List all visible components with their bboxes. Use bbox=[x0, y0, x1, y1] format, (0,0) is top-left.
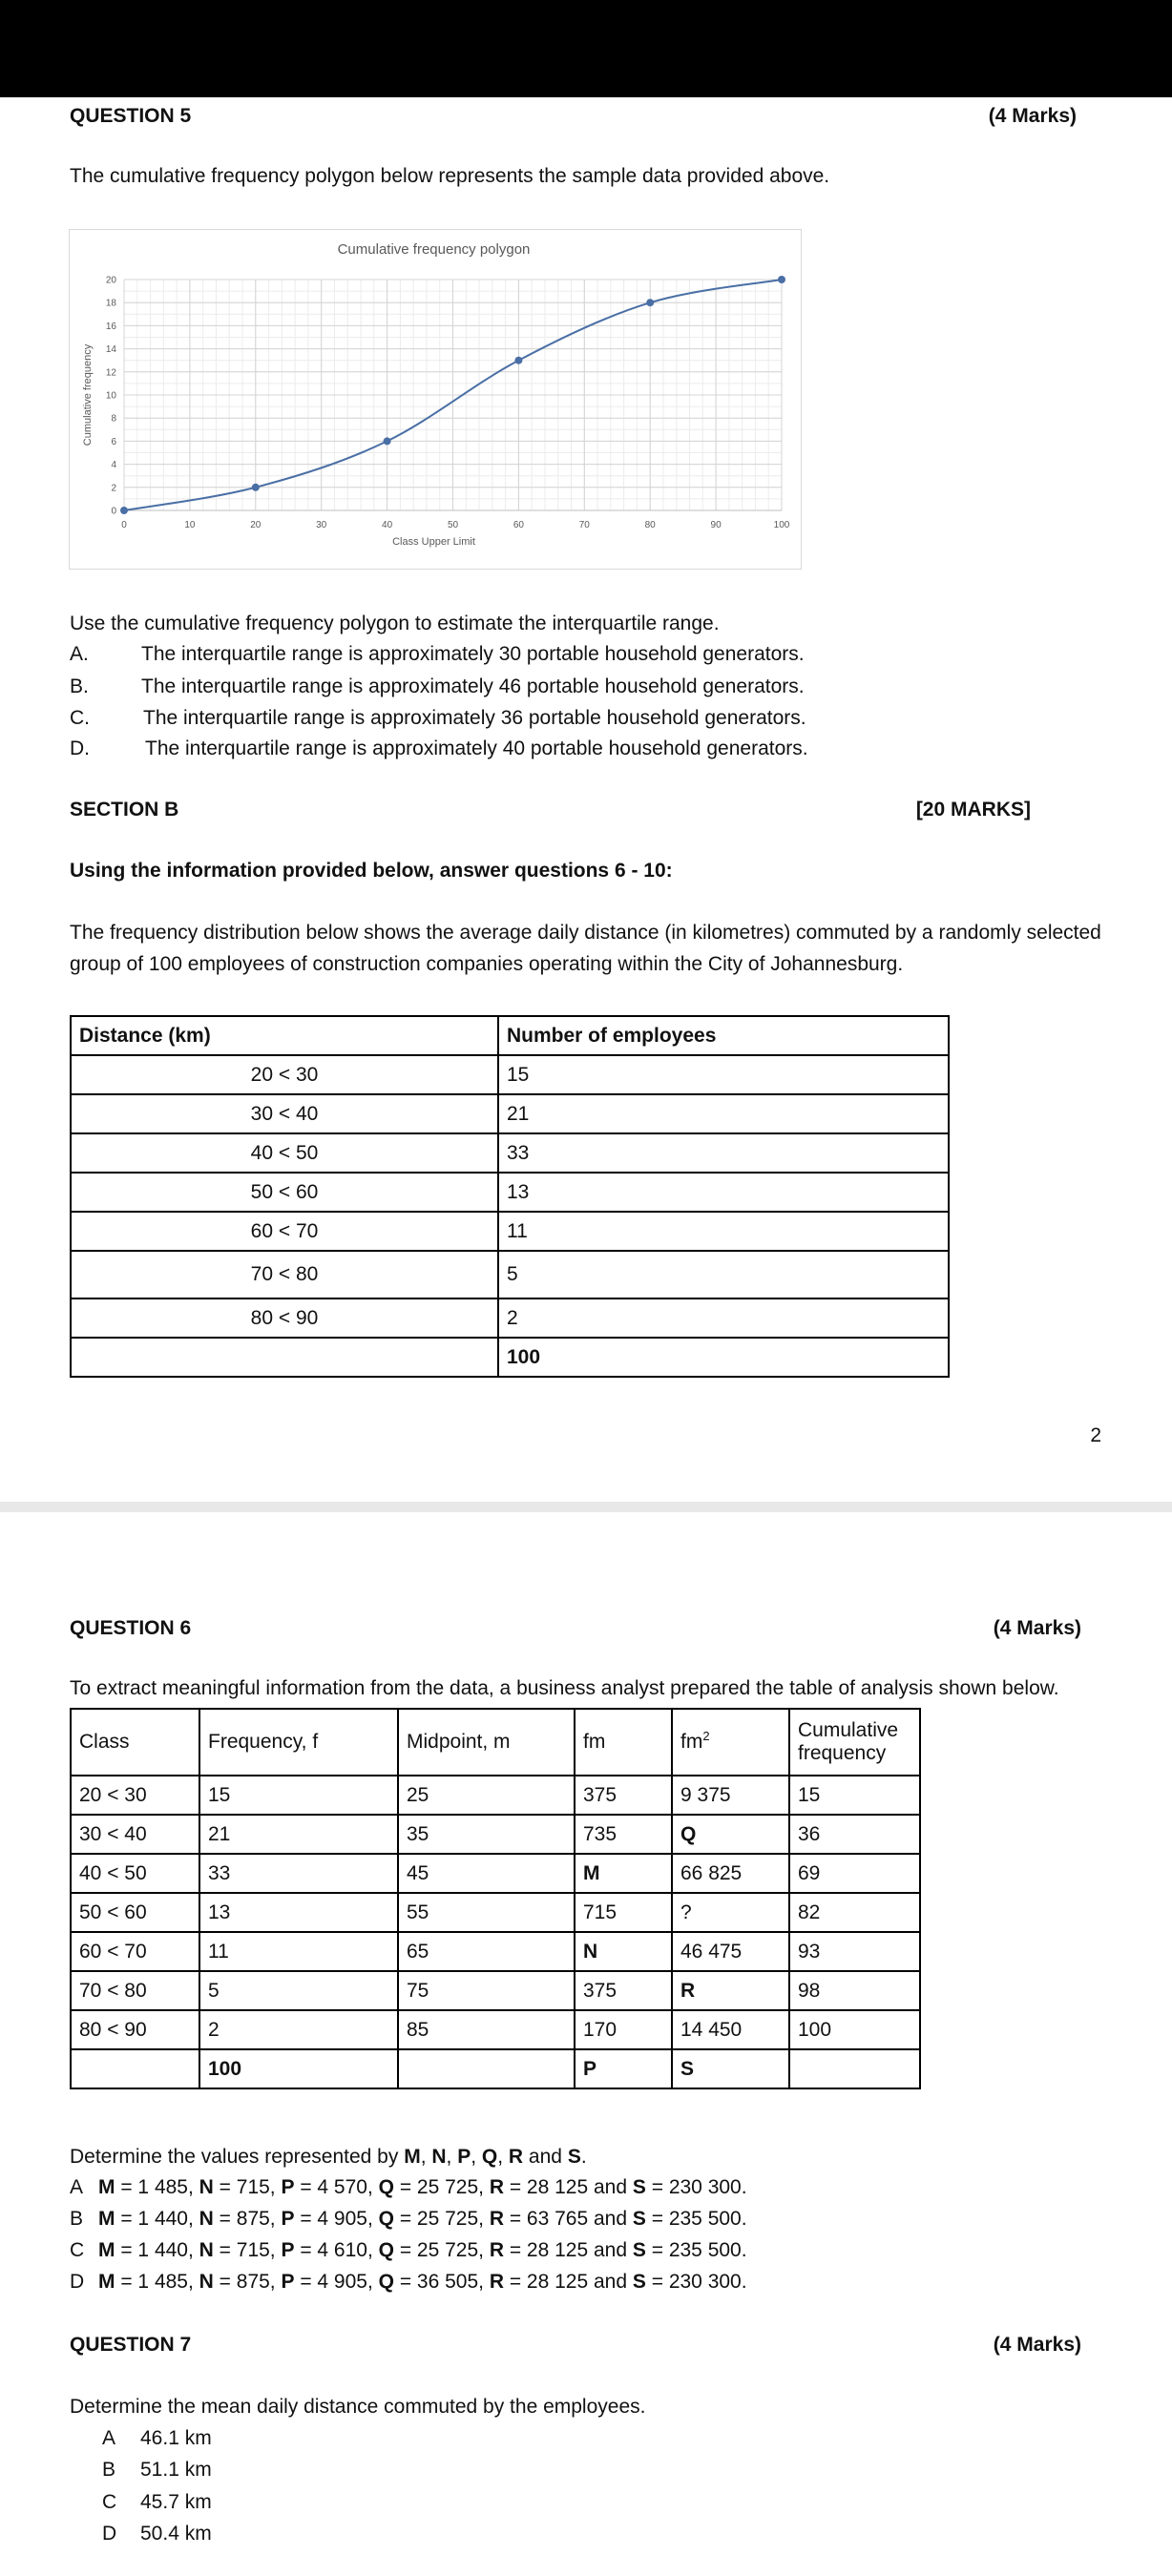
variable-r: R bbox=[489, 2208, 504, 2230]
variable-n: N bbox=[199, 2176, 214, 2198]
q5-intro: The cumulative frequency polygon below represents the sample data provided above. bbox=[70, 165, 830, 187]
cell: 13 bbox=[199, 1893, 398, 1932]
cell: 5 bbox=[199, 1971, 398, 2010]
header-midpoint: Midpoint, m bbox=[398, 1709, 575, 1776]
section-b-description-line1: The frequency distribution below shows the average daily distance (in kilometres) commuted by a randomly selected bbox=[70, 922, 1101, 944]
q5-option-c-letter: C. bbox=[70, 707, 90, 729]
table-row bbox=[71, 1932, 920, 1971]
variable-n: N bbox=[199, 2208, 214, 2230]
header-fm: fm bbox=[575, 1709, 672, 1776]
x-tick-label: 80 bbox=[644, 520, 656, 530]
distance-cell: 80 < 90 bbox=[71, 1298, 498, 1338]
variable-n: N bbox=[199, 2271, 214, 2293]
y-tick-label: 16 bbox=[105, 321, 116, 332]
header-employees: Number of employees bbox=[498, 1016, 949, 1055]
variable-s: S bbox=[567, 2146, 581, 2168]
value-q: = 25 725, bbox=[393, 2208, 490, 2230]
q5-option-a-text: The interquartile range is approximately 30 portable household generators. bbox=[141, 643, 805, 665]
data-point bbox=[514, 357, 522, 364]
chart-title: Cumulative frequency polygon bbox=[337, 241, 531, 258]
x-tick-label: 100 bbox=[773, 520, 790, 530]
table-row bbox=[71, 1298, 949, 1338]
section-b-marks: [20 MARKS] bbox=[915, 799, 1031, 821]
q6-option-a bbox=[70, 2175, 747, 2200]
y-tick-label: 6 bbox=[111, 436, 116, 447]
x-tick-label: 30 bbox=[316, 520, 327, 530]
table-row bbox=[71, 1212, 949, 1251]
x-tick-label: 40 bbox=[382, 520, 393, 530]
variable-s: S bbox=[632, 2271, 646, 2293]
value-q: = 36 505, bbox=[393, 2271, 490, 2293]
header-fm2-text: fm bbox=[680, 1731, 703, 1753]
cell bbox=[789, 2049, 920, 2088]
section-b-description-line2: group of 100 employees of construction companies operating within the City of Johannesburg. bbox=[70, 953, 904, 975]
cell: 21 bbox=[199, 1815, 398, 1854]
variable-r: R bbox=[489, 2239, 504, 2261]
variable-m: M bbox=[98, 2271, 115, 2293]
q7-option-d-text: 50.4 km bbox=[140, 2523, 212, 2545]
q7-option-a-text: 46.1 km bbox=[140, 2427, 212, 2449]
cumulative-frequency-chart bbox=[69, 229, 802, 570]
q6-option-letter: D bbox=[70, 2271, 85, 2293]
cell: 93 bbox=[789, 1932, 920, 1971]
table-header-row bbox=[71, 1016, 949, 1055]
cell: ? bbox=[672, 1893, 789, 1932]
cell: 80 < 90 bbox=[71, 2010, 199, 2049]
y-tick-label: 14 bbox=[105, 344, 116, 356]
header-frequency: Frequency, f bbox=[199, 1709, 398, 1776]
value-r: = 28 125 and bbox=[504, 2271, 633, 2293]
cell: 85 bbox=[398, 2010, 575, 2049]
cell: 45 bbox=[398, 1854, 575, 1893]
cell: 9 375 bbox=[672, 1776, 789, 1815]
distance-cell: 70 < 80 bbox=[71, 1251, 498, 1298]
value-m: = 1 485, bbox=[115, 2176, 199, 2198]
employees-cell: 33 bbox=[498, 1133, 949, 1173]
variable-s: S bbox=[632, 2176, 646, 2198]
variable-m: M bbox=[98, 2176, 115, 2198]
cell: 46 475 bbox=[672, 1932, 789, 1971]
cell-unknown-n: N bbox=[575, 1932, 672, 1971]
variable-p: P bbox=[281, 2271, 295, 2293]
value-r: = 28 125 and bbox=[504, 2239, 633, 2261]
data-point bbox=[120, 507, 128, 514]
variable-p: P bbox=[281, 2208, 295, 2230]
q5-option-b-text: The interquartile range is approximately 46 portable household generators. bbox=[141, 675, 805, 697]
value-m: = 1 440, bbox=[115, 2239, 199, 2261]
value-r: = 28 125 and bbox=[504, 2176, 633, 2198]
variable-q: Q bbox=[378, 2176, 394, 2198]
table-row bbox=[71, 1971, 920, 2010]
section-b-instruction: Using the information provided below, answer questions 6 - 10: bbox=[70, 860, 673, 882]
cell: 98 bbox=[789, 1971, 920, 2010]
cell: 20 < 30 bbox=[71, 1776, 199, 1815]
q5-question: Use the cumulative frequency polygon to estimate the interquartile range. bbox=[70, 613, 720, 634]
q7-option-a-letter: A bbox=[102, 2427, 116, 2449]
distance-cell: 50 < 60 bbox=[71, 1173, 498, 1212]
employees-cell: 15 bbox=[498, 1055, 949, 1094]
x-tick-label: 20 bbox=[250, 520, 262, 530]
cell: 15 bbox=[789, 1776, 920, 1815]
employees-cell: 13 bbox=[498, 1173, 949, 1212]
chart-svg bbox=[70, 230, 801, 569]
q6-option-b bbox=[70, 2207, 747, 2232]
value-q: = 25 725, bbox=[393, 2239, 490, 2261]
employees-cell: 5 bbox=[498, 1251, 949, 1298]
data-point bbox=[384, 437, 391, 445]
variable-p: P bbox=[281, 2239, 295, 2261]
cell: 66 825 bbox=[672, 1854, 789, 1893]
total-label-cell bbox=[71, 1338, 498, 1377]
cell: 170 bbox=[575, 2010, 672, 2049]
q7-marks: (4 Marks) bbox=[993, 2334, 1081, 2356]
value-q: = 25 725, bbox=[393, 2176, 490, 2198]
header-distance: Distance (km) bbox=[71, 1016, 498, 1055]
value-p: = 4 610, bbox=[294, 2239, 379, 2261]
q6-option-c bbox=[70, 2238, 747, 2263]
variable-r: R bbox=[508, 2146, 524, 2168]
y-tick-label: 2 bbox=[111, 483, 116, 494]
table-row bbox=[71, 1251, 949, 1298]
cell: 36 bbox=[789, 1815, 920, 1854]
value-r: = 63 765 and bbox=[504, 2208, 633, 2230]
table-row bbox=[71, 1893, 920, 1932]
value-p: = 4 905, bbox=[294, 2271, 379, 2293]
cell: 100 bbox=[789, 2010, 920, 2049]
variable-q: Q bbox=[378, 2271, 394, 2293]
cell: 69 bbox=[789, 1854, 920, 1893]
cell: 60 < 70 bbox=[71, 1932, 199, 1971]
q6-marks: (4 Marks) bbox=[993, 1617, 1081, 1639]
header-class: Class bbox=[71, 1709, 199, 1776]
table-row bbox=[71, 1815, 920, 1854]
value-n: = 715, bbox=[213, 2239, 282, 2261]
total-cell: 100 bbox=[498, 1338, 949, 1377]
q7-heading: QUESTION 7 bbox=[70, 2334, 192, 2356]
cell-unknown-m: M bbox=[575, 1854, 672, 1893]
q7-option-b-text: 51.1 km bbox=[140, 2459, 212, 2481]
variable-r: R bbox=[489, 2176, 504, 2198]
q6-question bbox=[70, 2145, 587, 2170]
header-cumulative: Cumulative frequency bbox=[789, 1709, 920, 1776]
x-tick-label: 10 bbox=[184, 520, 196, 530]
cell: 65 bbox=[398, 1932, 575, 1971]
cell: 30 < 40 bbox=[71, 1815, 199, 1854]
value-p: = 4 570, bbox=[294, 2176, 379, 2198]
header-fm2-superscript: 2 bbox=[702, 1729, 710, 1743]
q7-option-d-letter: D bbox=[102, 2523, 117, 2545]
cell: 2 bbox=[199, 2010, 398, 2049]
y-tick-label: 8 bbox=[111, 413, 116, 425]
value-s: = 230 300. bbox=[645, 2271, 747, 2293]
y-tick-label: 10 bbox=[105, 390, 116, 402]
cell: 25 bbox=[398, 1776, 575, 1815]
q7-option-c-text: 45.7 km bbox=[140, 2491, 212, 2513]
x-axis-label: Class Upper Limit bbox=[392, 536, 475, 548]
employees-cell: 21 bbox=[498, 1094, 949, 1133]
y-tick-label: 12 bbox=[105, 367, 116, 379]
cell-unknown-q: Q bbox=[672, 1815, 789, 1854]
x-tick-label: 70 bbox=[578, 520, 590, 530]
cell-unknown-r: R bbox=[672, 1971, 789, 2010]
table-total-row bbox=[71, 2049, 920, 2088]
q5-option-d-text: The interquartile range is approximately 40 portable household generators. bbox=[145, 737, 808, 759]
cell: 55 bbox=[398, 1893, 575, 1932]
q5-option-d-letter: D. bbox=[70, 737, 90, 759]
q5-option-a-letter: A. bbox=[70, 643, 89, 665]
variable-q: Q bbox=[481, 2146, 498, 2168]
cell: 35 bbox=[398, 1815, 575, 1854]
table-row bbox=[71, 1094, 949, 1133]
y-tick-label: 20 bbox=[105, 275, 116, 286]
table-row bbox=[71, 1133, 949, 1173]
page-number: 2 bbox=[1090, 1424, 1101, 1446]
cell: 82 bbox=[789, 1893, 920, 1932]
cell: 15 bbox=[199, 1776, 398, 1815]
cell: 75 bbox=[398, 1971, 575, 2010]
q6-option-letter: A bbox=[70, 2176, 84, 2198]
variable-s: S bbox=[632, 2239, 646, 2261]
cell: 735 bbox=[575, 1815, 672, 1854]
table-row bbox=[71, 1854, 920, 1893]
q5-heading: QUESTION 5 bbox=[70, 105, 192, 127]
q6-option-letter: C bbox=[70, 2239, 85, 2261]
value-s: = 235 500. bbox=[645, 2208, 747, 2230]
variable-q: Q bbox=[378, 2208, 394, 2230]
q5-option-b-letter: B. bbox=[70, 675, 89, 697]
q6-option-letter: B bbox=[70, 2208, 84, 2230]
table-row bbox=[71, 1055, 949, 1094]
cell: 33 bbox=[199, 1854, 398, 1893]
variable-q: Q bbox=[378, 2239, 394, 2261]
q7-option-c-letter: C bbox=[102, 2491, 117, 2513]
value-n: = 715, bbox=[213, 2176, 282, 2198]
q5-marks: (4 Marks) bbox=[988, 105, 1077, 127]
header-fm2 bbox=[672, 1709, 789, 1776]
table-row bbox=[71, 1173, 949, 1212]
q5-option-c-text: The interquartile range is approximately 36 portable household generators. bbox=[143, 707, 806, 729]
distance-cell: 20 < 30 bbox=[71, 1055, 498, 1094]
value-n: = 875, bbox=[213, 2208, 282, 2230]
cell-total-frequency: 100 bbox=[199, 2049, 398, 2088]
data-point bbox=[252, 484, 260, 491]
frequency-distribution-table bbox=[70, 1015, 950, 1378]
employees-cell: 2 bbox=[498, 1298, 949, 1338]
cell-unknown-s: S bbox=[672, 2049, 789, 2088]
cell: 11 bbox=[199, 1932, 398, 1971]
y-tick-label: 18 bbox=[105, 298, 116, 309]
cell bbox=[71, 2049, 199, 2088]
q6-option-d bbox=[70, 2270, 747, 2295]
table-row bbox=[71, 1776, 920, 1815]
section-b-heading: SECTION B bbox=[70, 799, 179, 821]
q6-intro: To extract meaningful information from the data, a business analyst prepared the table of analysis shown below. bbox=[70, 1677, 1059, 1699]
value-s: = 230 300. bbox=[645, 2176, 747, 2198]
employees-cell: 11 bbox=[498, 1212, 949, 1251]
variable-p: P bbox=[457, 2146, 471, 2168]
value-p: = 4 905, bbox=[294, 2208, 379, 2230]
cell: 375 bbox=[575, 1776, 672, 1815]
table-header-row bbox=[71, 1709, 920, 1776]
cell: 375 bbox=[575, 1971, 672, 2010]
distance-cell: 60 < 70 bbox=[71, 1212, 498, 1251]
data-point bbox=[646, 299, 654, 306]
variable-n: N bbox=[431, 2146, 447, 2168]
cell bbox=[398, 2049, 575, 2088]
cell: 50 < 60 bbox=[71, 1893, 199, 1932]
x-tick-label: 0 bbox=[121, 520, 127, 530]
y-tick-label: 0 bbox=[111, 506, 116, 517]
variable-p: P bbox=[281, 2176, 295, 2198]
table-total-row bbox=[71, 1338, 949, 1377]
cell: 70 < 80 bbox=[71, 1971, 199, 2010]
cell: 715 bbox=[575, 1893, 672, 1932]
variable-m: M bbox=[98, 2239, 115, 2261]
analysis-table bbox=[70, 1708, 921, 2089]
q6-question-text: Determine the values represented by M, N, P, Q, R and S. bbox=[70, 2146, 587, 2168]
y-axis-label: Cumulative frequency bbox=[82, 343, 94, 447]
value-s: = 235 500. bbox=[645, 2239, 747, 2261]
value-m: = 1 440, bbox=[115, 2208, 199, 2230]
top-black-bar bbox=[0, 0, 1172, 97]
x-tick-label: 90 bbox=[710, 520, 722, 530]
table-row bbox=[71, 2010, 920, 2049]
cell: 14 450 bbox=[672, 2010, 789, 2049]
cell: 40 < 50 bbox=[71, 1854, 199, 1893]
variable-n: N bbox=[199, 2239, 214, 2261]
q7-question: Determine the mean daily distance commuted by the employees. bbox=[70, 2396, 646, 2418]
x-tick-label: 60 bbox=[513, 520, 524, 530]
variable-m: M bbox=[404, 2146, 421, 2168]
page-separator bbox=[0, 1502, 1172, 1512]
x-tick-label: 50 bbox=[447, 520, 459, 530]
q7-option-b-letter: B bbox=[102, 2459, 116, 2481]
variable-r: R bbox=[489, 2271, 504, 2293]
value-m: = 1 485, bbox=[115, 2271, 199, 2293]
variable-m: M bbox=[98, 2208, 115, 2230]
y-tick-label: 4 bbox=[111, 460, 116, 471]
q6-heading: QUESTION 6 bbox=[70, 1617, 192, 1639]
cell-unknown-p: P bbox=[575, 2049, 672, 2088]
value-n: = 875, bbox=[213, 2271, 282, 2293]
distance-cell: 40 < 50 bbox=[71, 1133, 498, 1173]
variable-s: S bbox=[632, 2208, 646, 2230]
data-point bbox=[778, 276, 785, 283]
distance-cell: 30 < 40 bbox=[71, 1094, 498, 1133]
